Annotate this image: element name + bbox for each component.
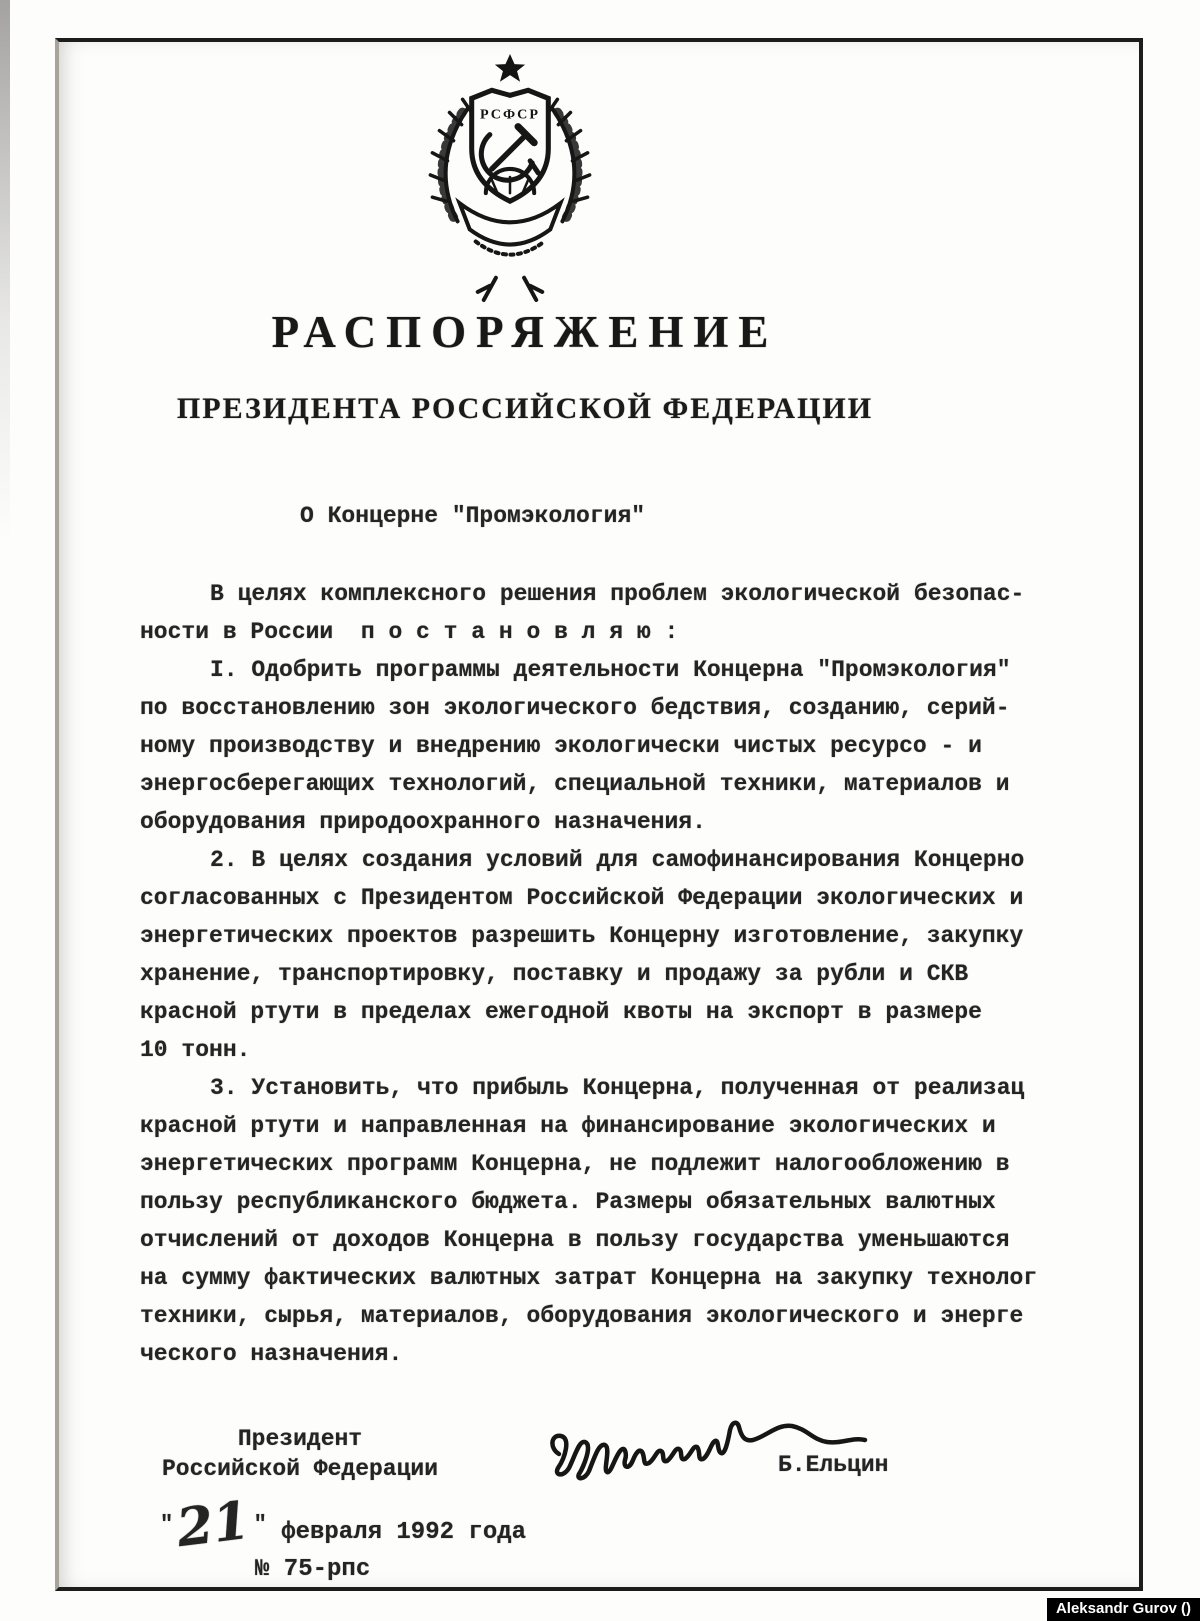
document-line: хранение, транспортировку, поставку и продажу за рубли и СКВ: [140, 961, 969, 987]
document-subtitle: ПРЕЗИДЕНТА РОССИЙСКОЙ ФЕДЕРАЦИИ: [176, 392, 874, 425]
document-body: [140, 575, 1070, 1373]
document-line: ному производству и внедрению экологически чистых ресурсо - и: [140, 733, 982, 759]
document-line: ческого назначения.: [140, 1341, 403, 1367]
document-line: 10 тонн.: [140, 1037, 251, 1063]
document-title: РАСПОРЯЖЕНИЕ: [271, 307, 779, 357]
star-icon: [495, 54, 525, 82]
signatory-name: Б.Ельцин: [778, 1452, 889, 1478]
date-line: [160, 1489, 527, 1560]
document-line: техники, сырья, материалов, оборудования экологического и энерге: [140, 1303, 1024, 1329]
signatory-position-line1: Президент: [237, 1426, 363, 1452]
emblem-label: РСФСР: [480, 106, 540, 123]
document-line: В целях комплексного решения проблем экологической безопас-: [210, 581, 1025, 607]
document-line: оборудования природоохранного назначения.: [140, 809, 706, 835]
document-line: по восстановлению зон экологического бедствия, созданию, серий-: [140, 695, 1010, 721]
yeltsin-signature-icon: [545, 1396, 880, 1496]
document-line: согласованных с Президентом Российской Федерации экологических и: [140, 885, 1024, 911]
document-line: ности в России п о с т а н о в л я ю :: [140, 619, 679, 645]
document-line: отчислений от доходов Концерна в пользу государства уменьшаются: [140, 1227, 1010, 1253]
signatory-position-line2: Российской Федерации: [161, 1456, 439, 1482]
document-line: пользу республиканского бюджета. Размеры обязательных валютных: [140, 1189, 996, 1215]
date-text: февраля 1992 года: [281, 1519, 527, 1546]
rsfsr-coat-of-arms-icon: [398, 52, 622, 304]
credit-badge: Aleksandr Gurov (): [1047, 1598, 1200, 1621]
registration-number: № 75-рпс: [255, 1556, 371, 1583]
subject-line: О Концерне "Промэкология": [300, 503, 646, 529]
document-line: 3. Установить, что прибыль Концерна, полученная от реализац: [210, 1075, 1025, 1101]
open-quote: ": [160, 1512, 174, 1537]
document-line: энергетических проектов разрешить Концерну изготовление, закупку: [140, 923, 1024, 949]
document-line: красной ртути и направленная на финансирование экологических и: [140, 1113, 996, 1139]
handwritten-day: 21: [173, 1489, 253, 1560]
document-line: красной ртути в пределах ежегодной квоты на экспорт в размере: [140, 999, 982, 1025]
document-line: I. Одобрить программы деятельности Концерна "Промэкология": [210, 657, 1011, 683]
close-quote: ": [253, 1512, 267, 1537]
document-line: энергетических программ Концерна, не подлежит налогообложению в: [140, 1151, 1010, 1177]
document-line: на сумму фактических валютных затрат Концерна на закупку технолог: [140, 1265, 1038, 1291]
document-line: энергосберегающих технологий, специальной техники, материалов и: [140, 771, 1010, 797]
signatory-position: [150, 1424, 450, 1484]
document-line: 2. В целях создания условий для самофинансирования Концерно: [210, 847, 1025, 873]
scan-edge-smudge: [0, 0, 10, 540]
